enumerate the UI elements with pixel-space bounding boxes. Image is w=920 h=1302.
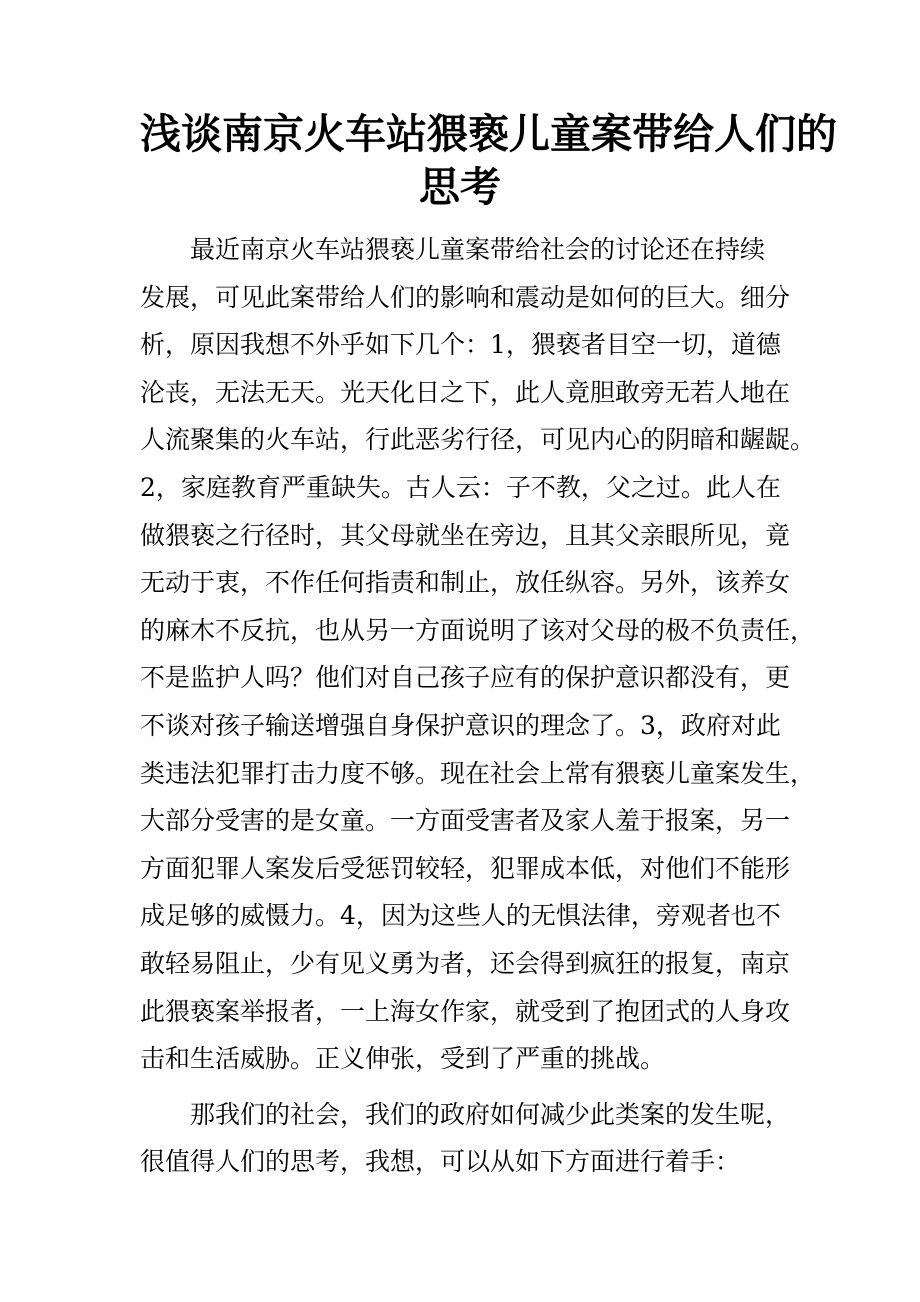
- paragraph-line: 最近南京火车站猥亵儿童案带给社会的讨论还在持续: [190, 235, 766, 264]
- paragraph-line: 不是监护人吗？他们对自己孩子应有的保护意识都没有，更: [140, 663, 791, 693]
- paragraph-line: 很值得人们的思考，我想，可以从如下方面进行着手：: [140, 1147, 741, 1177]
- paragraph-1: [140, 226, 816, 1083]
- paragraph-line: 2，家庭教育严重缺失。古人云：子不教，父之过。此人在: [140, 472, 781, 502]
- paragraph-line: 无动于衷，不作任何指责和制止，放任纵容。另外，该养女: [140, 568, 791, 598]
- paragraph-line: 敢轻易阻止，少有见义勇为者，还会得到疯狂的报复，南京: [140, 948, 791, 978]
- title-line: 浅谈南京火车站猥亵儿童案带给人们的: [140, 110, 837, 158]
- paragraph-2: [140, 1091, 790, 1186]
- paragraph-line: 大部分受害的是女童。一方面受害者及家人羞于报案，另一: [140, 806, 791, 836]
- paragraph-line: 那我们的社会，我们的政府如何减少此类案的发生呢，: [190, 1099, 791, 1129]
- paragraph-line: 不谈对孩子输送增强自身保护意识的理念了。3，政府对此: [140, 710, 781, 740]
- paragraph-line: 方面犯罪人案发后受惩罚较轻，犯罪成本低，对他们不能形: [140, 853, 791, 883]
- paragraph-line: 发展，可见此案带给人们的影响和震动是如何的巨大。细分: [140, 282, 791, 312]
- paragraph-line: 成足够的威慑力。4，因为这些人的无惧法律，旁观者也不: [140, 901, 781, 931]
- paragraph-line: 的麻木不反抗，也从另一方面说明了该对父母的极不负责任，: [140, 615, 816, 645]
- paragraph-line: 此猥亵案举报者，一上海女作家，就受到了抱团式的人身攻: [140, 996, 791, 1026]
- paragraph-line: 击和生活威胁。正义伸张，受到了严重的挑战。: [140, 1044, 666, 1074]
- paragraph-line: 人流聚集的火车站，行此恶劣行径，可见内心的阴暗和龌龊。: [140, 425, 816, 455]
- paragraph-spacer: [140, 1083, 790, 1091]
- paragraph-line: 类违法犯罪打击力度不够。现在社会上常有猥亵儿童案发生，: [140, 758, 816, 788]
- document-body: [140, 226, 816, 1186]
- document-title: [140, 108, 837, 214]
- paragraph-line: 做猥亵之行径时，其父母就坐在旁边，且其父亲眼所见，竟: [140, 520, 791, 550]
- title-line: 思考: [419, 163, 501, 211]
- paragraph-line: 析，原因我想不外乎如下几个：1，猥亵者目空一切，道德: [140, 330, 781, 360]
- paragraph-line: 沦丧，无法无天。光天化日之下，此人竟胆敢旁无若人地在: [140, 377, 791, 407]
